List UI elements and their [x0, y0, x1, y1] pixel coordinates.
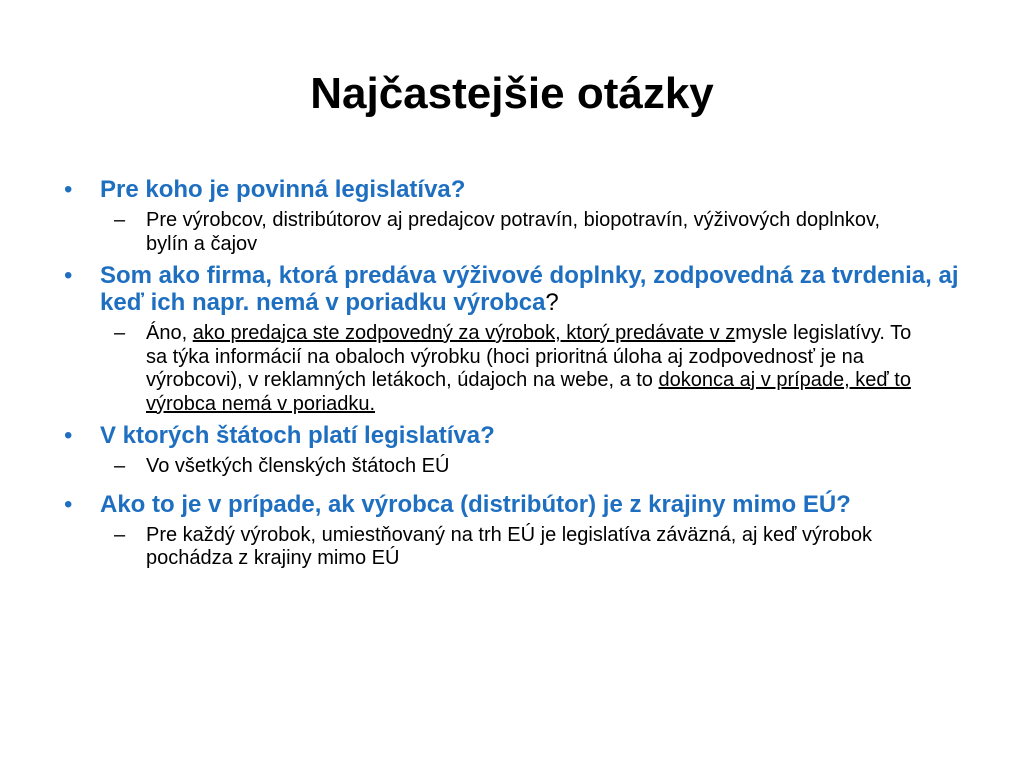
- faq-list: [56, 176, 976, 577]
- faq-answer-2: [56, 322, 936, 416]
- dash-marker: –: [114, 322, 126, 344]
- faq-answer-1: [56, 209, 926, 256]
- answer-text: Pre každý výrobok, umiestňovaný na trh EÚ je legislatíva záväzná, aj keď výrobok pochádza z krajiny mimo EÚ: [146, 523, 872, 569]
- faq-answer-4: [56, 524, 946, 571]
- dash-marker: –: [114, 209, 126, 231]
- question-suffix: ?: [545, 289, 559, 316]
- answer-text-underlined: dokonca aj v prípade, keď to výrobca nemá v poriadku.: [146, 369, 911, 415]
- bullet-marker: •: [64, 422, 73, 449]
- faq-question-4: [56, 491, 976, 518]
- bullet-marker: •: [64, 490, 73, 518]
- question-text: Pre koho je povinná legislatíva?: [100, 176, 466, 203]
- answer-text-underlined: ako predajca ste zodpovedný za výrobok, ktorý predávate v z: [192, 322, 736, 344]
- dash-marker: –: [114, 455, 126, 477]
- faq-question-3: [56, 422, 976, 449]
- bullet-marker: •: [64, 176, 73, 203]
- faq-question-2: [56, 262, 976, 316]
- slide-title: Najčastejšie otázky: [310, 69, 714, 118]
- question-text: V ktorých štátoch platí legislatíva?: [100, 422, 495, 449]
- question-text: Som ako firma, ktorá predáva výživové doplnky, zodpovedná za tvrdenia, aj keď ich napr. nemá v poriadku výrobca: [100, 262, 959, 316]
- answer-text: Vo všetkých členských štátoch EÚ: [146, 455, 450, 477]
- answer-text: Pre výrobcov, distribútorov aj predajcov potravín, biopotravín, výživových doplnkov, bylín a čajov: [146, 209, 881, 255]
- faq-answer-3: [56, 455, 976, 479]
- bullet-marker: •: [64, 262, 73, 289]
- faq-question-1: [56, 176, 976, 203]
- answer-text-plain: Áno,: [146, 322, 193, 344]
- answer-text-plain: mysle legislatívy. To sa týka informácií na obaloch výrobku (hoci prioritná úloha aj zodpovednosť je na výrobcovi), v reklamných letákoch, údajoch na webe, a to: [146, 322, 912, 391]
- question-text: Ako to je v prípade, ak výrobca (distribútor) je z krajiny mimo EÚ?: [100, 490, 851, 518]
- dash-marker: –: [114, 523, 126, 546]
